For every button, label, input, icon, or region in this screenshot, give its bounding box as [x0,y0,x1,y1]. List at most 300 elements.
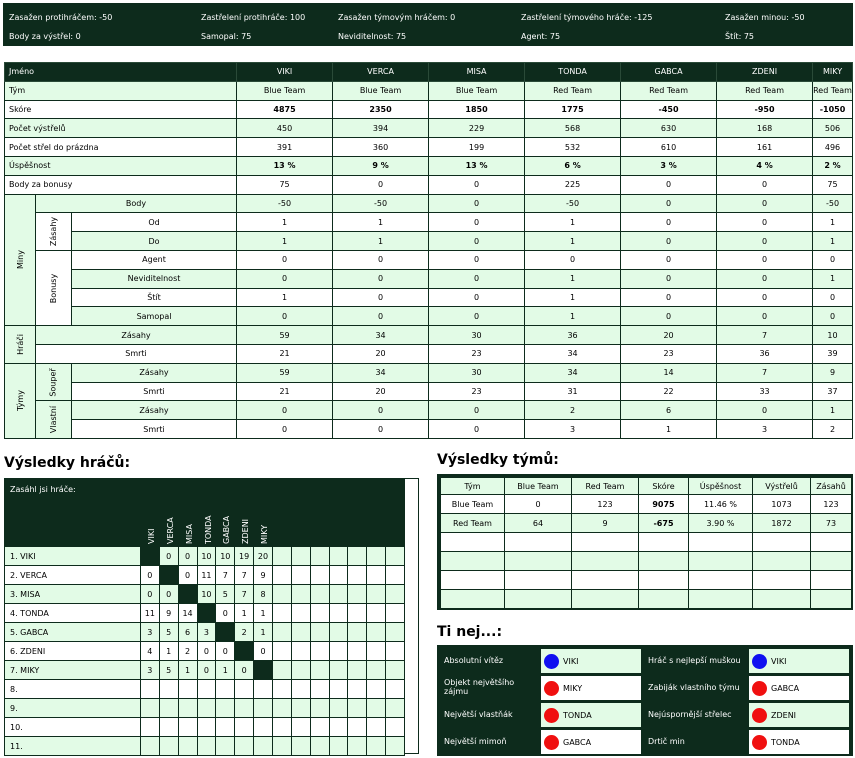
bonus-points-row [5,175,853,194]
stat-cell: 630 [621,119,717,138]
stat-cell: 0 [717,401,813,420]
matrix-header-row [5,479,405,547]
stat-cell: 0 [717,288,813,307]
stat-cell: Red Team [813,81,853,100]
award-winner-name: TONDA [771,737,800,747]
matrix-col-header [348,479,367,547]
player-header: ZDENI [717,63,813,82]
matrix-cell [272,547,291,566]
matrix-cell [291,566,310,585]
matrix-cell: 11 [140,604,159,623]
matrix-cell [140,718,159,737]
stat-cell: -50 [813,194,853,213]
teams-cell [639,590,689,609]
stat-cell: 21 [237,344,333,363]
bonuses-subgroup-label: Bonusy [49,273,58,303]
stat-cell: 0 [717,175,813,194]
stat-cell: 2 [525,401,621,420]
teams-cell: 123 [572,495,639,514]
matrix-cell: 0 [159,585,178,604]
detail-row [5,232,853,251]
scoring-rule: Zasažen týmovým hráčem: 0 [338,13,456,22]
stat-cell: 75 [237,175,333,194]
stat-cell: 3 % [621,156,717,175]
matrix-cell: 3 [197,623,216,642]
stat-cell: 1 [525,288,621,307]
matrix-cell [216,680,235,699]
stat-cell: 168 [717,119,813,138]
matrix-col-label: ZDENI [241,518,251,544]
detail-row [5,344,853,363]
stat-cell: 0 [333,269,429,288]
teams-header-cell: Zásahů [811,478,852,495]
scoring-rule: Zastřelení týmového hráče: -125 [521,13,653,22]
stat-cell: 568 [525,119,621,138]
team-color-dot-icon [752,681,767,696]
stat-cell: 0 [429,250,525,269]
detail-label: Neviditelnost [72,269,237,288]
detail-label: Do [72,232,237,251]
stat-cell: 0 [621,194,717,213]
stat-cell: 1850 [429,100,525,119]
matrix-row-name: 10. [5,718,141,737]
matrix-cell [310,661,329,680]
stat-cell: 9 % [333,156,429,175]
teams-cell [505,571,572,590]
matrix-cell [216,623,235,642]
teams-cell: 9075 [639,495,689,514]
stat-cell: 0 [813,250,853,269]
stat-cell: 0 [429,401,525,420]
matrix-cell [386,623,405,642]
matrix-cell [291,547,310,566]
matrix-cell [159,680,178,699]
stat-cell: 506 [813,119,853,138]
teams-header-cell: Blue Team [505,478,572,495]
teams-cell [811,533,852,552]
teams-cell [441,552,505,571]
stat-cell: 225 [525,175,621,194]
stat-cell: 0 [717,194,813,213]
matrix-cell: 3 [140,661,159,680]
matrix-cell: 1 [159,642,178,661]
matrix-cell: 5 [159,661,178,680]
header-label: Jméno [5,63,237,82]
stat-cell: 21 [237,382,333,401]
teams-cell [639,552,689,571]
stat-cell: 2 [813,420,853,439]
matrix-row-name: 6. ZDENI [5,642,141,661]
matrix-cell [254,699,273,718]
matrix-cell: 10 [197,585,216,604]
matrix-cell: 0 [140,566,159,585]
teams-cell [689,552,753,571]
matrix-cell [140,680,159,699]
matrix-cell [140,699,159,718]
stat-cell: 33 [717,382,813,401]
award-label: Nejúspornější střelec [648,710,732,719]
teams-results-title: Výsledky týmů: [437,452,559,468]
matrix-row [5,604,405,623]
matrix-cell [291,737,310,756]
stat-cell: Blue Team [237,81,333,100]
stat-cell: 1 [525,269,621,288]
teams-row [441,590,852,609]
award-label: Zabiják vlastního týmu [648,683,740,692]
stat-cell: 30 [429,363,525,382]
stat-cell: -950 [717,100,813,119]
team-color-dot-icon [544,681,559,696]
stat-cell: 1 [621,420,717,439]
teams-group-label: Týmy [15,390,25,412]
matrix-cell [329,604,348,623]
stat-cell: 37 [813,382,853,401]
teams-cell [811,552,852,571]
players-group [5,326,36,364]
matrix-cell [348,642,367,661]
matrix-cell [197,699,216,718]
stat-cell: 0 [621,288,717,307]
row-label: Skóre [5,100,237,119]
players-hit-matrix [4,478,405,756]
stat-cell: 0 [429,213,525,232]
matrix-col-header [140,479,159,547]
matrix-cell [348,737,367,756]
scoring-rule: Neviditelnost: 75 [338,32,407,41]
stat-cell: 1 [813,213,853,232]
matrix-cell: 9 [159,604,178,623]
detail-label: Agent [72,250,237,269]
own-subgroup [36,401,72,439]
matrix-cell [310,566,329,585]
teams-cell: Blue Team [441,495,505,514]
stat-cell: -50 [333,194,429,213]
matrix-cell [272,661,291,680]
matrix-cell [140,547,159,566]
detail-label: Štít [72,288,237,307]
teams-results-table [440,477,852,609]
matrix-cell: 5 [159,623,178,642]
matrix-cell [310,623,329,642]
stat-cell: 1775 [525,100,621,119]
matrix-cell: 0 [216,642,235,661]
stat-cell: 3 [717,420,813,439]
matrix-cell [216,718,235,737]
matrix-cell: 0 [140,585,159,604]
stat-cell: -50 [237,194,333,213]
matrix-cell [272,604,291,623]
stat-cell: 0 [621,175,717,194]
matrix-cell [329,661,348,680]
teams-header-row [441,478,852,495]
stat-cell: 1 [333,213,429,232]
row-label: Počet střel do prázdna [5,138,237,157]
stat-cell: 0 [429,307,525,326]
matrix-cell [291,699,310,718]
award-label: Největší mimoň [444,737,507,746]
stat-cell: 229 [429,119,525,138]
matrix-cell: 8 [254,585,273,604]
stat-cell: 1 [525,307,621,326]
teams-cell: 3.90 % [689,514,753,533]
detail-label: Smrti [72,420,237,439]
teams-cell: 1073 [753,495,811,514]
stat-cell: Red Team [525,81,621,100]
matrix-cell [367,585,386,604]
matrix-row [5,585,405,604]
matrix-cell [329,642,348,661]
matrix-cell [254,737,273,756]
matrix-col-label: MISA [184,524,194,544]
award-winner [749,730,849,754]
scoring-rules-bar [3,3,853,46]
player-header: MISA [429,63,525,82]
stat-cell: 1 [813,269,853,288]
award-winner [541,703,641,727]
matrix-cell [235,642,254,661]
stat-cell: 391 [237,138,333,157]
scoring-rule: Samopal: 75 [201,32,252,41]
scoring-rule: Štít: 75 [725,32,754,41]
matrix-cell: 0 [178,547,197,566]
teams-row [441,514,852,533]
stat-cell: 1 [525,213,621,232]
matrix-cell [254,718,273,737]
stat-cell: 0 [333,175,429,194]
matrix-cell [272,585,291,604]
matrix-cell [329,699,348,718]
matrix-cell: 7 [235,585,254,604]
award-label: Absolutní vítěz [444,656,504,665]
teams-cell: 73 [811,514,852,533]
player-header: VERCA [333,63,429,82]
detail-label: Smrti [72,382,237,401]
matrix-cell: 0 [178,566,197,585]
scoring-rule: Zasažen protihráčem: -50 [9,13,113,22]
matrix-row-name: 4. TONDA [5,604,141,623]
stat-cell: 0 [333,307,429,326]
teams-cell [811,571,852,590]
matrix-cell: 20 [254,547,273,566]
detail-label: Body [36,194,237,213]
mines-group [5,194,36,326]
matrix-cell [367,661,386,680]
stat-cell: 34 [525,344,621,363]
matrix-row [5,547,405,566]
detail-row [5,326,853,345]
detail-label: Zásahy [36,326,237,345]
teams-cell [572,533,639,552]
stat-cell: 4875 [237,100,333,119]
award-winner [749,649,849,673]
matrix-row-name: 2. VERCA [5,566,141,585]
teams-cell [572,571,639,590]
matrix-row [5,718,405,737]
matrix-cell [348,566,367,585]
stat-cell: 75 [813,175,853,194]
teams-cell [689,571,753,590]
stat-cell: 0 [717,269,813,288]
matrix-cell: 0 [216,604,235,623]
award-winner-name: MIKY [563,683,583,693]
matrix-cell: 1 [178,661,197,680]
matrix-col-header [310,479,329,547]
matrix-cell [386,642,405,661]
opponent-subgroup [36,363,72,401]
stat-cell: 39 [813,344,853,363]
matrix-cell [216,699,235,718]
matrix-cell [348,585,367,604]
matrix-cell [310,718,329,737]
matrix-cell [159,737,178,756]
matrix-cell [178,585,197,604]
header-row [5,63,853,82]
stat-cell: 0 [621,213,717,232]
teams-cell [689,590,753,609]
matrix-cell [216,737,235,756]
team-row [5,81,853,100]
award-winner-name: VIKI [563,656,579,666]
matrix-cell [254,680,273,699]
matrix-cell [272,566,291,585]
matrix-cell [310,699,329,718]
stat-cell: 2350 [333,100,429,119]
stat-cell: 1 [237,288,333,307]
stat-cell: 0 [717,307,813,326]
matrix-cell [178,737,197,756]
matrix-col-header [329,479,348,547]
stat-cell: 0 [717,232,813,251]
matrix-cell [291,585,310,604]
matrix-cell [178,680,197,699]
matrix-col-label: TONDA [203,515,213,544]
stat-cell: 13 % [429,156,525,175]
own-subgroup-label: Vlastní [48,406,58,434]
stat-cell: 610 [621,138,717,157]
matrix-row [5,699,405,718]
matrix-cell: 6 [178,623,197,642]
matrix-cell [291,623,310,642]
matrix-cell [159,566,178,585]
matrix-col-header [291,479,310,547]
teams-cell [689,533,753,552]
matrix-cell: 0 [235,661,254,680]
matrix-cell [310,680,329,699]
matrix-row-name: 11. [5,737,141,756]
stat-cell: 59 [237,326,333,345]
matrix-cell [272,623,291,642]
team-color-dot-icon [752,735,767,750]
matrix-cell [367,718,386,737]
matrix-cell: 0 [254,642,273,661]
stat-cell: 0 [237,269,333,288]
stat-cell: 0 [237,307,333,326]
teams-row [441,552,852,571]
teams-cell [505,552,572,571]
matrix-cell [348,680,367,699]
matrix-cell [310,585,329,604]
teams-header-cell: Skóre [639,478,689,495]
matrix-cell [329,680,348,699]
stat-cell: 0 [333,420,429,439]
stat-cell: 1 [813,401,853,420]
award-winner [541,676,641,700]
stat-cell: 1 [237,232,333,251]
matrix-cell [329,737,348,756]
stat-cell: 0 [333,250,429,269]
stat-cell: 496 [813,138,853,157]
hits-subgroup-label: Zásahy [48,217,58,247]
matrix-cell [310,737,329,756]
matrix-cell [272,718,291,737]
matrix-cell [348,547,367,566]
matrix-cell: 1 [216,661,235,680]
matrix-cell: 4 [140,642,159,661]
teams-header-cell: Red Team [572,478,639,495]
detail-row [5,250,853,269]
matrix-cell [386,585,405,604]
stat-cell: 34 [333,326,429,345]
matrix-row [5,642,405,661]
team-color-dot-icon [544,708,559,723]
matrix-cell: 1 [254,623,273,642]
stat-cell: 10 [813,326,853,345]
matrix-row-name: 8. [5,680,141,699]
teams-cell [505,590,572,609]
matrix-cell [291,680,310,699]
stat-cell: Red Team [717,81,813,100]
matrix-cell [386,661,405,680]
stat-cell: 20 [333,382,429,401]
award-winner-name: TONDA [563,710,592,720]
row-label: Počet výstřelů [5,119,237,138]
matrix-cell: 1 [235,604,254,623]
matrix-row-name: 9. [5,699,141,718]
matrix-col-header [235,479,254,547]
stat-cell: -50 [525,194,621,213]
detail-row [5,269,853,288]
stat-cell: 23 [429,344,525,363]
award-winner [749,703,849,727]
teams-cell: 11.46 % [689,495,753,514]
team-color-dot-icon [544,735,559,750]
player-header: GABCA [621,63,717,82]
matrix-cell [310,642,329,661]
stat-cell: 23 [621,344,717,363]
award-winner [749,676,849,700]
stat-cell: 450 [237,119,333,138]
teams-cell [811,590,852,609]
matrix-cell [367,699,386,718]
matrix-cell [178,699,197,718]
accuracy-row [5,156,853,175]
detail-row [5,288,853,307]
stat-cell: 0 [621,232,717,251]
matrix-cell [367,623,386,642]
detail-label: Zásahy [72,363,237,382]
teams-cell [753,533,811,552]
award-label: Hráč s nejlepší muškou [648,656,741,665]
players-group-label: Hráči [15,334,25,355]
matrix-cell: 0 [197,661,216,680]
matrix-cell [197,604,216,623]
best-of-title: Ti nej...: [437,624,503,640]
matrix-col-label: MIKY [260,524,270,544]
matrix-cell [310,547,329,566]
score-row [5,100,853,119]
stat-cell: 36 [525,326,621,345]
bonuses-subgroup [36,250,72,325]
